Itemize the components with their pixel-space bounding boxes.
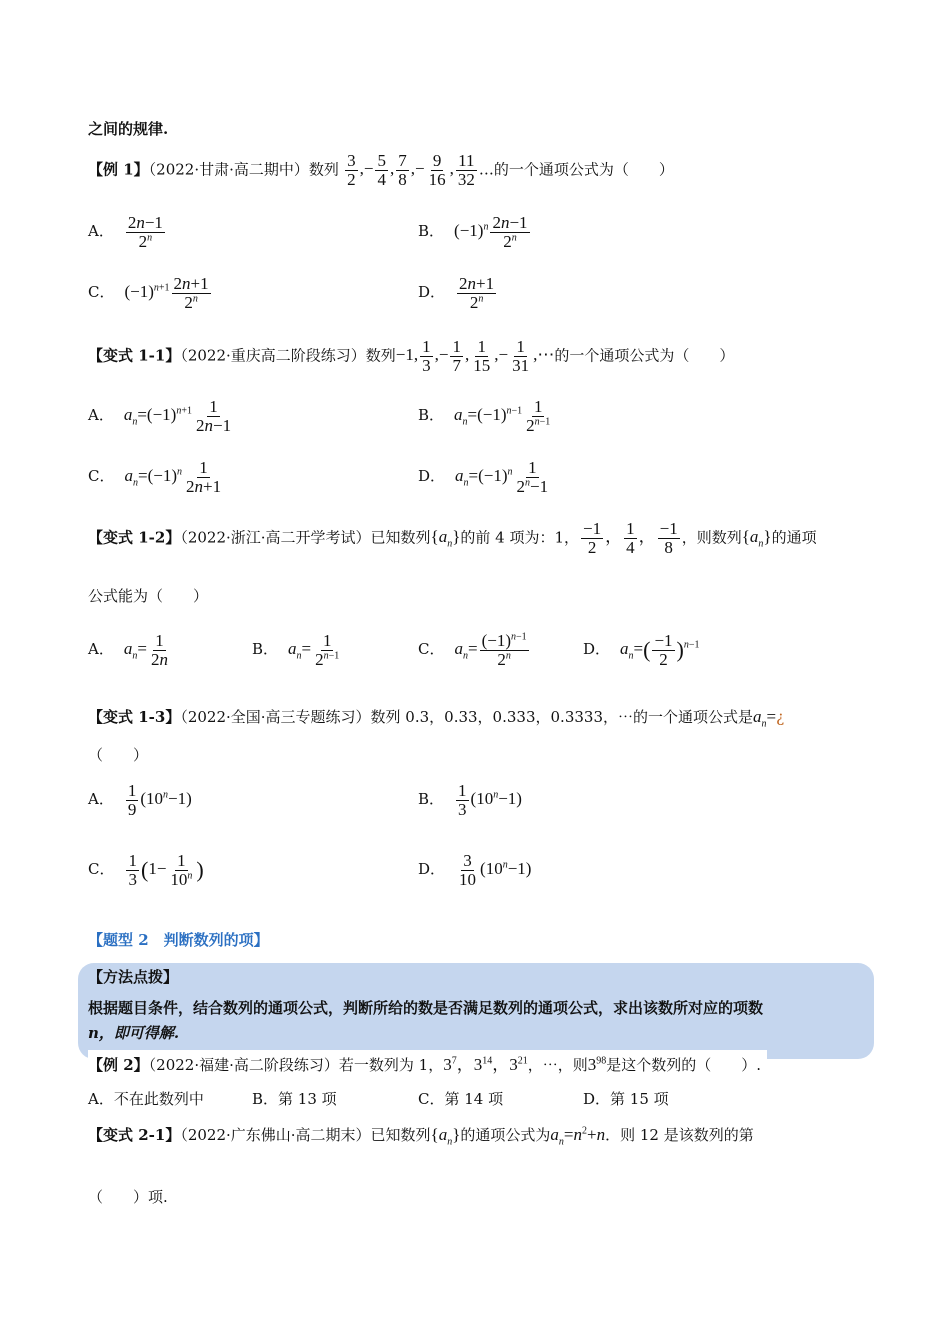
- variant-1-1-label: 【变式 1-1】: [88, 346, 181, 365]
- example-1-option-d[interactable]: D． $\frac{2n+1}{2^n}$: [418, 274, 495, 312]
- example-2-label: 【例 2】: [88, 1056, 149, 1074]
- example-1-option-b[interactable]: B． $(-1)^n$ $\frac{2n-1}{2^n}$: [418, 213, 528, 251]
- example-1-stem: [88, 152, 674, 189]
- variant-1-2-stem: 【变式 1-2】（2022·浙江·高二开学考试）已知数列$\{a_n\}$的前 4 项为：1， $\frac{-1}{2}$ ， $\frac{1}{4}$ ， $\frac{-1}{8}$ ，则数列$\{a_n\}$的通项: [88, 519, 817, 557]
- variant-2-1-label: 【变式 2-1】: [88, 1126, 181, 1144]
- variant-1-2-option-b[interactable]: B． $a_n=$ $\frac{1}{2^{n-1}}$: [252, 631, 340, 669]
- example-2-option-c[interactable]: C．第 14 项: [418, 1090, 504, 1108]
- variant-2-1-stem: 【变式 2-1】（2022·广东佛山·高二期末）已知数列$\{a_n\}$的通项公式为$a_n=n^2+n$．则 12 是该数列的第: [88, 1125, 754, 1148]
- example-1-label: 【例 1】: [88, 160, 149, 179]
- variant-2-1-line2: （ ）项.: [88, 1188, 168, 1206]
- example-2-stem: 【例 2】（2022·福建·高二阶段练习）若一数列为 1，$3^7$，$3^{14}$，$3^{21}$，⋯，则$3^{98}$是这个数列的（ ）.: [88, 1050, 767, 1075]
- variant-1-3-stem: 【变式 1-3】（2022·全国·高三专题练习）数列 0.3，0.33，0.333，0.3333，⋯的一个通项公式是$a_n=¿$: [88, 707, 785, 730]
- variant-1-2-line2: 公式能为（ ）: [88, 587, 209, 605]
- example-1-option-a[interactable]: A． $\frac{2n-1}{2^n}$: [88, 213, 163, 251]
- variant-1-3-option-b[interactable]: B． $\frac{1}{3}$ $(10^n-1)$: [418, 781, 522, 819]
- variant-1-2-option-a[interactable]: A． $a_n=$ $\frac{1}{2n}$: [88, 631, 168, 669]
- section-2-title: 【题型 2 判断数列的项】: [88, 931, 269, 949]
- variant-1-3-option-c[interactable]: C． $\frac{1}{3}$ (1− $\frac{1}{10^n}$ ): [88, 851, 204, 889]
- method-body-line1: 根据题目条件，结合数列的通项公式，判断所给的数是否满足数列的通项公式，求出该数所对应的项数: [88, 999, 764, 1017]
- variant-1-3-line2: （ ）: [88, 746, 149, 764]
- variant-1-1-option-c[interactable]: C． $a_n=(-1)^n$ $\frac{1}{2n+1}$: [88, 458, 222, 496]
- variant-1-3-label: 【变式 1-3】: [88, 708, 181, 726]
- example-1-suffix: …的一个通项公式为（ ）: [478, 160, 674, 179]
- variant-1-3-option-a[interactable]: A． $\frac{1}{9}$ $(10^n-1)$: [88, 781, 192, 819]
- sequence-terms: $\frac{3}{2}$ ,− $\frac{5}{4}$ , $\frac{7}{8}$ ,− $\frac{9}{16}$ , $\frac{11}{32}$: [347, 151, 475, 189]
- example-1-source: （2022·甘肃·高二期中）数列: [148, 160, 339, 179]
- variant-1-1-stem: 【变式 1-1】（2022·重庆高二阶段练习）数列−1, $\frac{1}{3}$ ,− $\frac{1}{7}$ , $\frac{1}{15}$ ,− $\frac{1}{31}$ ,⋯的一个通项公式为（ ）: [88, 337, 735, 375]
- method-title: 【方法点拨】: [88, 968, 179, 986]
- variant-1-1-option-d[interactable]: D． $a_n=(-1)^n$ $\frac{1}{2^n-1}$: [418, 458, 549, 496]
- method-body-line2: n，即可得解.: [88, 1024, 180, 1042]
- variant-1-1-option-a[interactable]: A． $a_n=(-1)^{n+1}$ $\frac{1}{2n-1}$: [88, 397, 232, 435]
- variant-1-2-option-d[interactable]: D． $a_n=$( $\frac{-1}{2}$ )$^{n-1}$: [583, 631, 700, 669]
- example-2-option-d[interactable]: D．第 15 项: [583, 1090, 669, 1108]
- example-2-option-b[interactable]: B．第 13 项: [252, 1090, 337, 1108]
- variant-1-3-option-d[interactable]: D． $\frac{3}{10}$ $(10^n-1)$: [418, 851, 532, 889]
- variant-1-2-option-c[interactable]: C． $a_n=$ $\frac{(-1)^{n-1}}{2^n}$: [418, 631, 527, 669]
- variant-1-1-option-b[interactable]: B． $a_n=(-1)^{n-1}$ $\frac{1}{2^{n-1}}$: [418, 397, 551, 435]
- example-2-option-a[interactable]: A．不在此数列中: [88, 1090, 204, 1108]
- example-1-option-c[interactable]: C． $(-1)^{n+1}$ $\frac{2n+1}{2^n}$: [88, 274, 209, 312]
- intro-text: 之间的规律.: [88, 120, 169, 138]
- variant-1-2-label: 【变式 1-2】: [88, 528, 181, 547]
